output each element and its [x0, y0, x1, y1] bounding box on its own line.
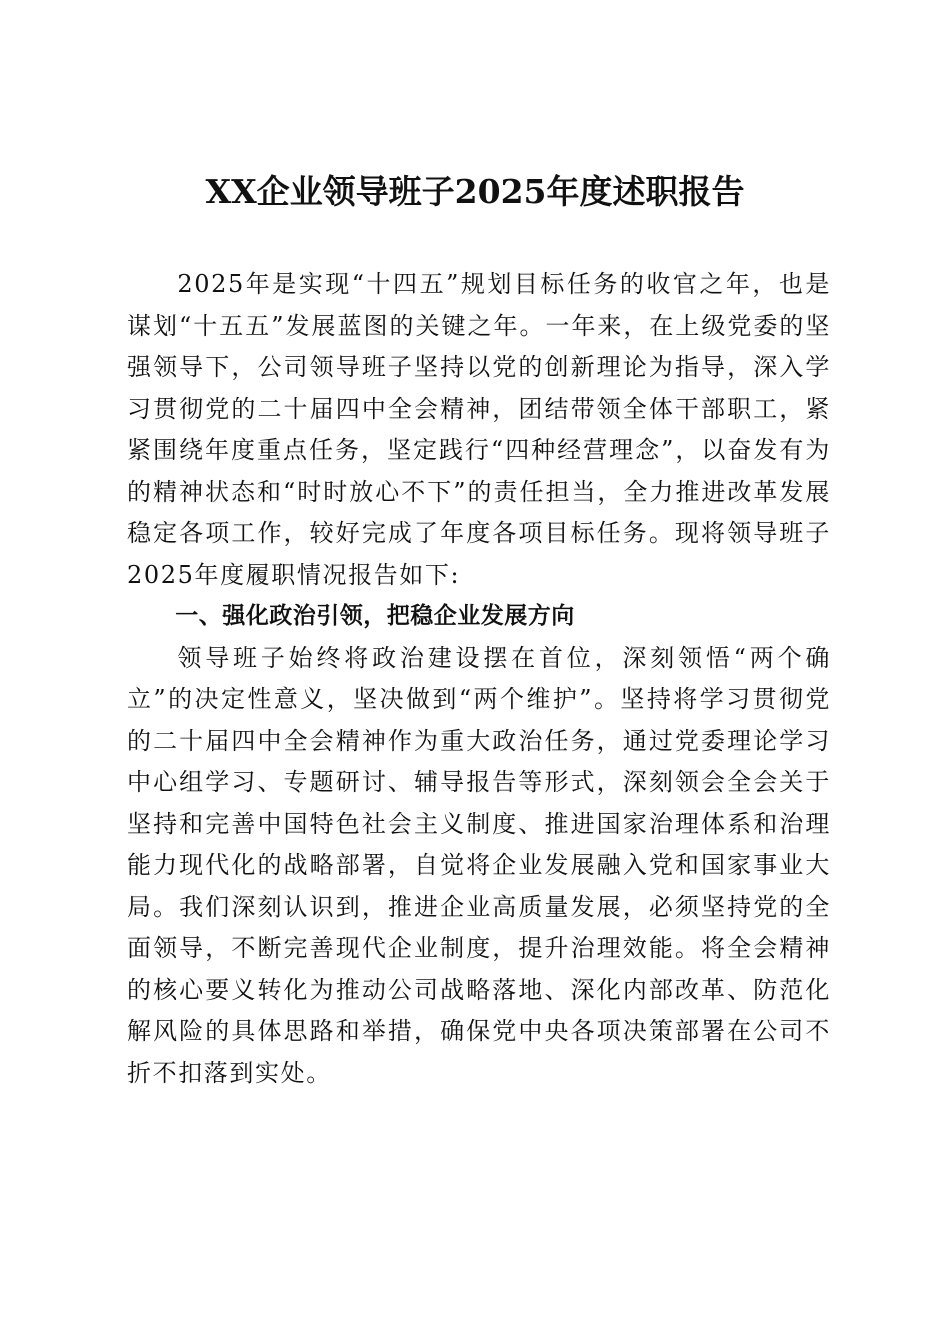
document-title: XX企业领导班子2025年度述职报告: [205, 172, 745, 211]
intro-paragraph: 2025年是实现“十四五”规划目标任务的收官之年，也是谋划“十五五”发展蓝图的关键之年。一年来，在上级党委的坚强领导下，公司领导班子坚持以党的创新理论为指导，深入学习贯彻党的二十届四中全会精神，团结带领全体干部职工，紧紧围绕年度重点任务，坚定践行“四种经营理念”，以奋发有为的精神状态和“时时放心不下”的责任担当，全力推进改革发展稳定各项工作，较好完成了年度各项目标任务。现将领导班子2025年度履职情况报告如下:: [127, 270, 831, 589]
section-paragraph-1: 领导班子始终将政治建设摆在首位，深刻领悟“两个确立”的决定性意义，坚决做到“两个维护”。坚持将学习贯彻党的二十届四中全会精神作为重大政治任务，通过党委理论学习中心组学习、专题研讨、辅导报告等形式，深刻领会全会关于坚持和完善中国特色社会主义制度、推进国家治理体系和治理能力现代化的战略部署，自觉将企业发展融入党和国家事业大局。我们深刻认识到，推进企业高质量发展，必须坚持党的全面领导，不断完善现代企业制度，提升治理效能。将全会精神的核心要义转化为推动公司战略落地、深化内部改革、防范化解风险的具体思路和举措，确保党中央各项决策部署在公司不折不扣落到实处。: [127, 643, 831, 1087]
section-heading-1: 一、强化政治引领，把稳企业发展方向: [175, 603, 575, 629]
document-body: [127, 264, 831, 1094]
